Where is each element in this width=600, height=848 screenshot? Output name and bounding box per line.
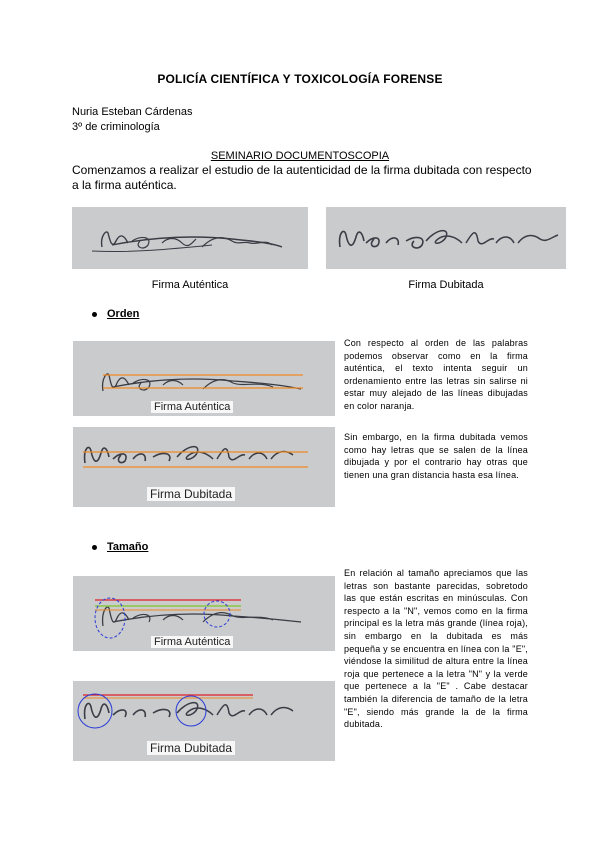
caption-doubtful: Firma Dubitada [408, 279, 484, 291]
intro-paragraph: Comenzamos a realizar el estudio de la autenticidad de la firma dubitada con respecto a la firma auténtica. [72, 163, 532, 192]
tamano-paragraph: En relación al tamaño apreciamos que las letras son bastante parecidas, sobretodo las que están escritas en minúsculas. Con respecto a la "N", vemos como en la firma principal es la letra más grande (línea roja), sin embargo en la dubitada es más pequeña y se encuentra en línea con la "E", viéndose la similitud de altura entre la línea roja que pertenece a la letra "N" y la verde que pertenece a la "E" . Cabe destacar también la diferencia de tamaño de la letra "E", siendo más grande la de la firma dubitada. [344, 568, 528, 730]
overlay-label-doubtful: Firma Dubitada [147, 487, 235, 501]
section-heading-tamano: Tamaño [92, 541, 148, 553]
tamano-authentic-image [73, 576, 335, 651]
orden-paragraph-1: Con respecto al orden de las palabras podemos observar como en la firma auténtica, el texto intenta seguir un ordenamiento entre las letras sin salirse ni estar muy alejado de las líneas dibujadas en color naranja. [344, 338, 528, 411]
overlay-label-authentic-2: Firma Auténtica [151, 636, 233, 648]
tamano-doubtful-image [73, 681, 335, 761]
author-name: Nuria Esteban Cárdenas [72, 106, 193, 118]
course-label: 3º de criminología [72, 121, 160, 133]
orden-doubtful-image [73, 427, 335, 507]
seminar-heading: SEMINARIO DOCUMENTOSCOPIA [210, 150, 390, 162]
bullet-icon [92, 545, 97, 550]
orden-authentic-image [73, 341, 335, 416]
overlay-label-doubtful-2: Firma Dubitada [147, 741, 235, 755]
overlay-label-authentic: Firma Auténtica [151, 401, 233, 413]
document-title: POLICÍA CIENTÍFICA Y TOXICOLOGÍA FORENSE [157, 72, 443, 86]
bullet-icon [92, 312, 97, 317]
doubtful-signature-image [326, 207, 566, 269]
caption-authentic: Firma Auténtica [151, 279, 229, 291]
section-heading-orden: Orden [92, 308, 139, 320]
authentic-signature-image [72, 207, 308, 269]
orden-paragraph-2: Sin embargo, en la firma dubitada vemos como hay letras que se salen de la línea dibujada y por el contrario hay otras que tienen una gran distancia hasta esa línea. [344, 432, 528, 480]
